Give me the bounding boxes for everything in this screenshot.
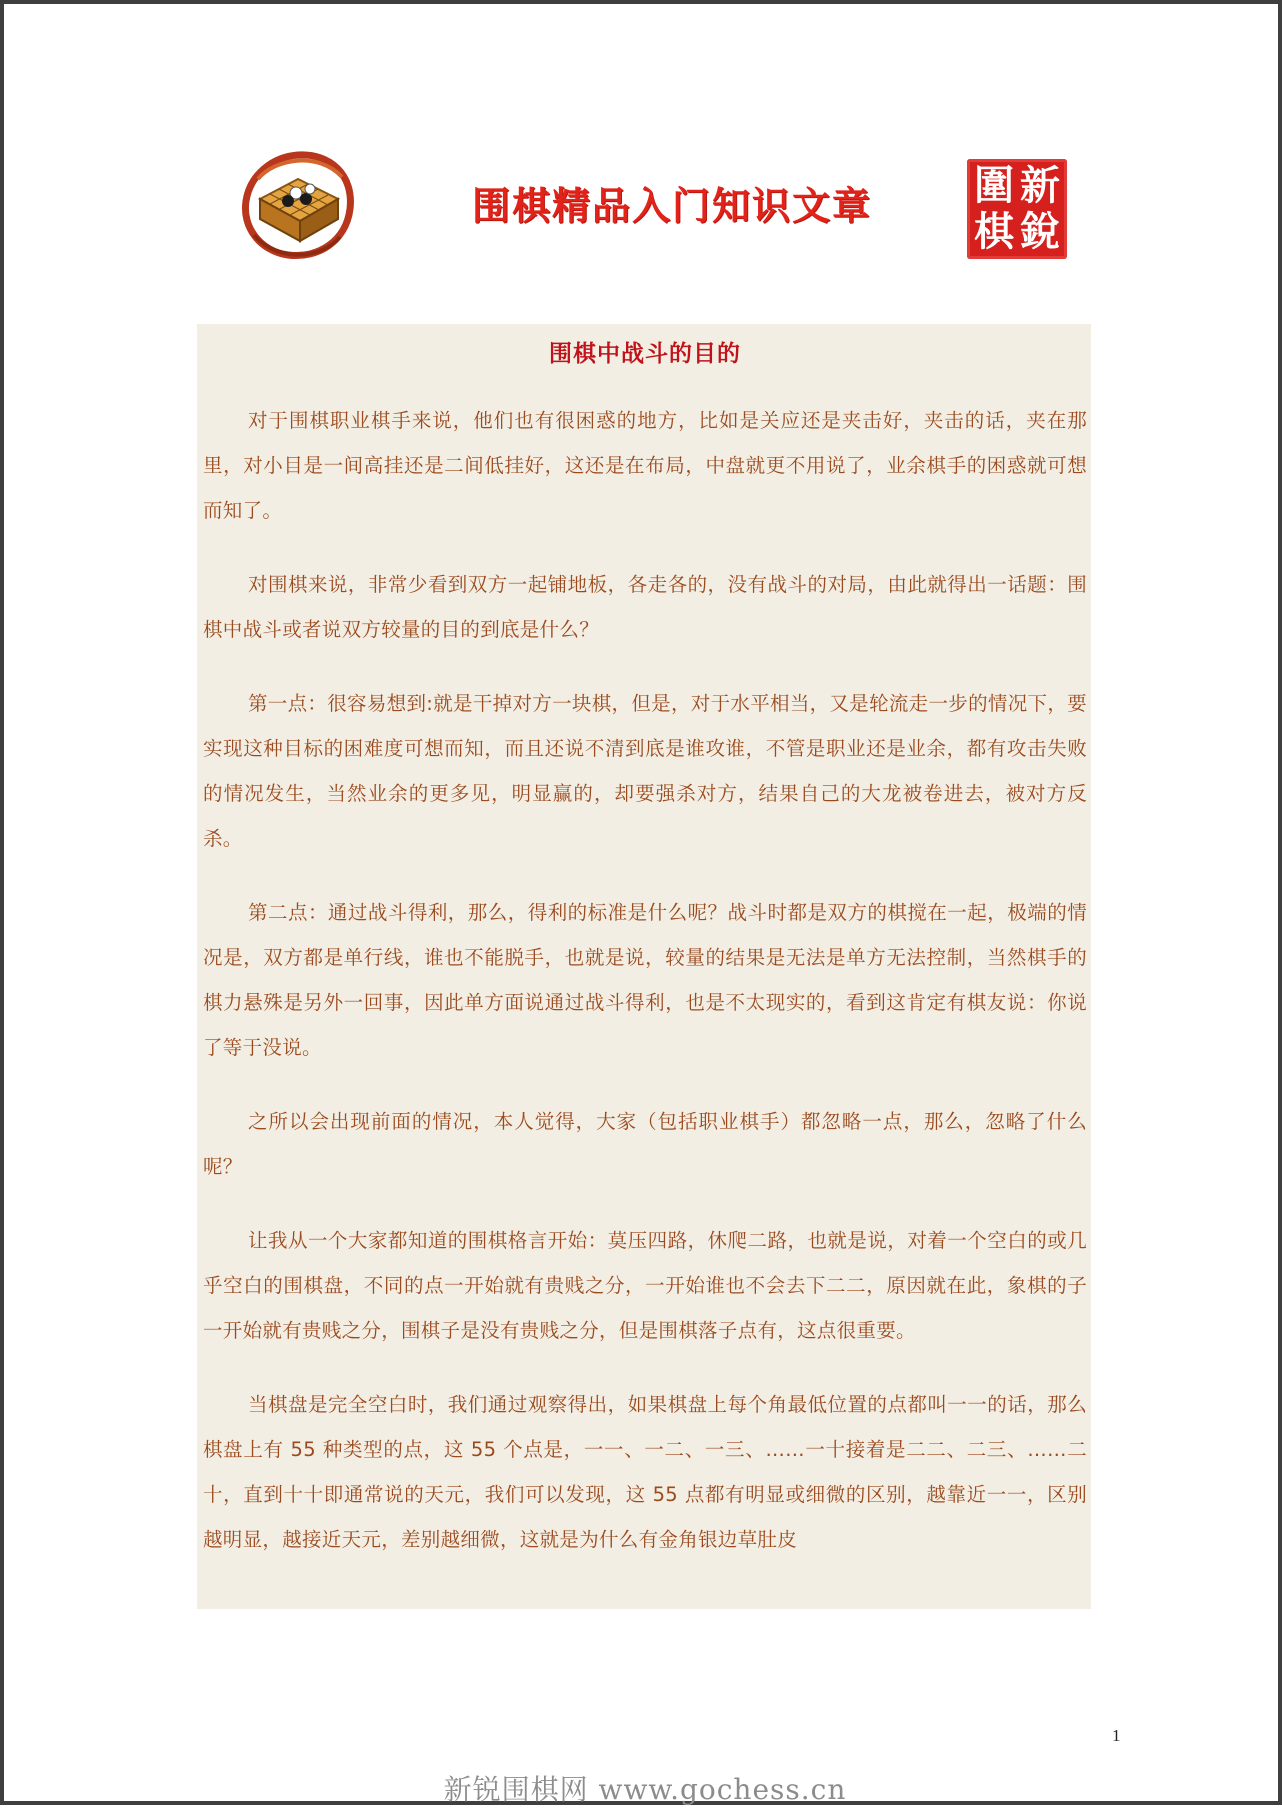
seal-logo [967,159,1067,259]
article-paragraph: 第一点：很容易想到:就是干掉对方一块棋，但是，对于水平相当，又是轮流走一步的情况下，要实现这种目标的困难度可想而知，而且还说不清到底是谁攻谁，不管是职业还是业余，都有攻击失败的情况发生，当然业余的更多见，明显赢的，却要强杀对方，结果自己的大龙被卷进去，被对方反杀。 [203,692,1087,850]
article-paragraph: 对于围棋职业棋手来说，他们也有很困惑的地方，比如是关应还是夹击好，夹击的话，夹在那里，对小目是一间高挂还是二间低挂好，这还是在布局，中盘就更不用说了，业余棋手的困惑就可想而知了。 [203,409,1087,522]
article-paragraph: 当棋盘是完全空白时，我们通过观察得出，如果棋盘上每个角最低位置的点都叫一一的话，那么棋盘上有 55 种类型的点，这 55 个点是，一一、一二、一三、……一十接着是二二、二三、……二十，直到十十即通常说的天元，我们可以发现，这 55 点都有明显或细微的区别，越靠近一一，区别越明显，越接近天元，差别越细微，这就是为什么有金角银边草肚皮 [203,1393,1087,1551]
page-number: 1 [1112,1726,1121,1745]
seal-char: 圍 [974,162,1014,209]
seal-char: 棋 [974,208,1014,255]
seal-char: 新 [1020,162,1060,209]
article-paragraph: 第二点：通过战斗得利，那么，得利的标准是什么呢？战斗时都是双方的棋搅在一起，极端的情况是，双方都是单行线，谁也不能脱手，也就是说，较量的结果是无法是单方无法控制，当然棋手的棋力悬殊是另外一回事，因此单方面说通过战斗得利，也是不太现实的，看到这肯定有棋友说：你说了等于没说。 [203,901,1087,1059]
article-body [197,324,1091,1609]
article-paragraph: 对围棋来说，非常少看到双方一起铺地板，各走各的，没有战斗的对局，由此就得出一话题：围棋中战斗或者说双方较量的目的到底是什么？ [203,573,1087,641]
page-header [232,147,1092,277]
article-paragraph: 让我从一个大家都知道的围棋格言开始：莫压四路，休爬二路，也就是说，对着一个空白的或几乎空白的围棋盘，不同的点一开始就有贵贱之分，一开始谁也不会去下二二，原因就在此，象棋的子一开始就有贵贱之分，围棋子是没有贵贱之分，但是围棋落子点有，这点很重要。 [203,1229,1087,1342]
footer-site-watermark: 新锐围棋网 www.gochess.cn [443,1773,847,1806]
seal-char: 銳 [1020,208,1060,255]
article-paragraph: 之所以会出现前面的情况，本人觉得，大家（包括职业棋手）都忽略一点，那么，忽略了什么呢？ [203,1110,1087,1178]
article-title: 围棋中战斗的目的 [549,340,741,367]
go-board-icon [238,149,358,264]
header-title: 围棋精品入门知识文章 [471,183,872,228]
